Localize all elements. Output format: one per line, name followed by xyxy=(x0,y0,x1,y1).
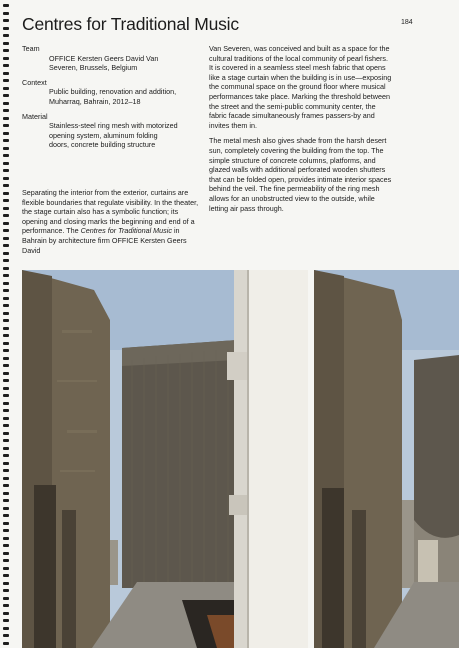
binding-hole xyxy=(3,282,9,285)
binding-hole xyxy=(3,12,9,15)
material-info xyxy=(22,112,204,150)
binding-hole xyxy=(3,477,9,480)
binding-hole xyxy=(3,634,9,637)
material-value-line: Stainless-steel ring mesh with motorized xyxy=(49,121,178,131)
binding-hole xyxy=(3,424,9,427)
binding-hole xyxy=(3,222,9,225)
binding-hole xyxy=(3,544,9,547)
photo-street-view-curtain-open xyxy=(314,270,459,648)
binding-hole xyxy=(3,214,9,217)
binding-hole xyxy=(3,394,9,397)
binding-hole xyxy=(3,552,9,555)
binding-hole xyxy=(3,349,9,352)
binding-hole xyxy=(3,462,9,465)
binding-hole xyxy=(3,529,9,532)
binding-hole xyxy=(3,627,9,630)
context-value-line: Public building, renovation and addition, xyxy=(49,87,177,97)
binding-hole xyxy=(3,132,9,135)
binding-hole xyxy=(3,42,9,45)
body-paragraph xyxy=(22,188,204,255)
binding-hole xyxy=(3,289,9,292)
binding-hole xyxy=(3,192,9,195)
binding-hole xyxy=(3,27,9,30)
binding-hole xyxy=(3,49,9,52)
binding-hole xyxy=(3,312,9,315)
binding-hole xyxy=(3,117,9,120)
binding-hole xyxy=(3,199,9,202)
binding-hole xyxy=(3,492,9,495)
binding-hole xyxy=(3,589,9,592)
binding-hole xyxy=(3,244,9,247)
binding-hole xyxy=(3,177,9,180)
binding-hole xyxy=(3,57,9,60)
binding-hole xyxy=(3,379,9,382)
binding-hole xyxy=(3,522,9,525)
photo-street-view-curtain-closed xyxy=(22,270,308,648)
material-value-line: doors, concrete building structure xyxy=(49,140,156,150)
binding-hole xyxy=(3,169,9,172)
binding-hole xyxy=(3,237,9,240)
team-value-line: Severen, Brussels, Belgium xyxy=(49,63,138,73)
team-label: Team xyxy=(22,44,40,53)
body-paragraph: Van Severen, was conceived and built as a space for the cultural traditions of the local community of pearl fishers. It is covered in a seamless steel mesh fabric that opens like a stage curtain when the building is in use—exposing the communal space on the ground floor where musical performances take place. Marking the threshold between the street and the semi-public community center, the fabric facade simultaneously frames passers-by and invites them in. xyxy=(209,44,392,130)
body-text-right-column xyxy=(209,44,392,219)
team-info xyxy=(22,44,204,73)
material-label: Material xyxy=(22,111,48,121)
photo-illustration xyxy=(22,270,308,648)
binding-hole xyxy=(3,109,9,112)
page-number: 184 xyxy=(401,19,413,26)
binding-hole xyxy=(3,94,9,97)
binding-hole xyxy=(3,79,9,82)
binding-hole xyxy=(3,162,9,165)
binding-hole xyxy=(3,439,9,442)
binding-hole xyxy=(3,372,9,375)
binding-hole xyxy=(3,514,9,517)
binding-hole xyxy=(3,417,9,420)
binding-hole xyxy=(3,567,9,570)
binding-hole xyxy=(3,454,9,457)
binding-hole xyxy=(3,559,9,562)
binding-hole xyxy=(3,102,9,105)
context-label: Context xyxy=(22,77,47,87)
project-name-italic: Centres for Traditional Music xyxy=(80,226,172,236)
binding-hole xyxy=(3,574,9,577)
binding-hole xyxy=(3,207,9,210)
binding-hole xyxy=(3,34,9,37)
binding-hole xyxy=(3,274,9,277)
context-info xyxy=(22,78,204,107)
binding-hole xyxy=(3,447,9,450)
binding-hole xyxy=(3,597,9,600)
binding-hole xyxy=(3,364,9,367)
body-text-left-column xyxy=(22,188,204,261)
binding-hole xyxy=(3,327,9,330)
material-value-line: opening system, aluminum folding xyxy=(49,130,158,140)
binding-hole xyxy=(3,64,9,67)
binding-hole xyxy=(3,342,9,345)
binding-hole xyxy=(3,432,9,435)
binding-hole xyxy=(3,229,9,232)
binding-hole xyxy=(3,124,9,127)
project-info xyxy=(22,44,204,155)
binding-hole xyxy=(3,259,9,262)
binding-hole xyxy=(3,319,9,322)
photo-illustration xyxy=(314,270,459,648)
binding-hole xyxy=(3,387,9,390)
binding-hole xyxy=(3,357,9,360)
binding-hole xyxy=(3,642,9,645)
binding-hole xyxy=(3,139,9,142)
binding-hole xyxy=(3,537,9,540)
binding-hole xyxy=(3,469,9,472)
binding-hole xyxy=(3,484,9,487)
binding-hole xyxy=(3,147,9,150)
binding-hole xyxy=(3,604,9,607)
binding-hole xyxy=(3,619,9,622)
binding-hole xyxy=(3,612,9,615)
binding-hole xyxy=(3,582,9,585)
binding-hole xyxy=(3,304,9,307)
binding-hole xyxy=(3,87,9,90)
binding-hole xyxy=(3,499,9,502)
body-text-run: Separating the interior from the exterior, curtains are flexible boundaries that regulate visibility. In the theater, the stage curtain also has a symbolic function; its opening and closing marks the beginning and end of a performance. The xyxy=(22,188,199,236)
binding-hole xyxy=(3,4,9,7)
binding-hole xyxy=(3,297,9,300)
team-value-line: OFFICE Kersten Geers David Van xyxy=(49,53,159,63)
binding-hole xyxy=(3,334,9,337)
binding-hole xyxy=(3,507,9,510)
page-title: Centres for Traditional Music xyxy=(22,14,239,34)
binding-hole xyxy=(3,402,9,405)
binding-hole xyxy=(3,252,9,255)
context-value-line: Muharraq, Bahrain, 2012–18 xyxy=(49,96,141,106)
spiral-binding xyxy=(0,0,14,648)
binding-hole xyxy=(3,72,9,75)
binding-hole xyxy=(3,267,9,270)
binding-hole xyxy=(3,154,9,157)
binding-hole xyxy=(3,19,9,22)
body-text-run: in Bahrain by architecture firm OFFICE Kersten Geers David xyxy=(22,226,187,255)
binding-hole xyxy=(3,184,9,187)
body-paragraph: The metal mesh also gives shade from the harsh desert sun, completely covering the building from the top. The simple structure of concrete columns, platforms, and glazed walls with additional perforated wooden shutters that can be folded open, provides intimate interior spaces behind the veil. The fine permeability of the ring mesh allows for an unobstructed view to the outside, while letting air pass through. xyxy=(209,136,392,213)
binding-hole xyxy=(3,409,9,412)
